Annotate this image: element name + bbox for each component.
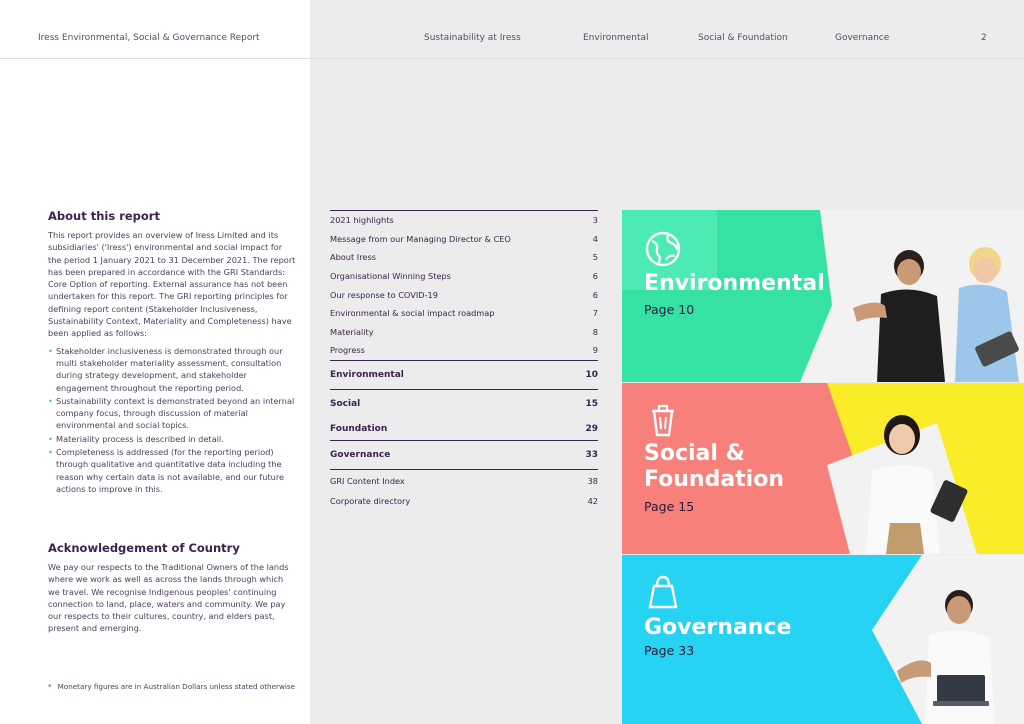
nav-sustainability[interactable]: Sustainability at Iress — [424, 33, 521, 43]
toc-label: Environmental & social impact roadmap — [330, 308, 495, 319]
toc-page: 38 — [587, 475, 598, 486]
toc-label: Environmental — [330, 369, 404, 380]
toc-page: 42 — [587, 496, 598, 507]
toc-page: 7 — [592, 308, 598, 319]
about-section — [48, 209, 298, 496]
toc-row[interactable] — [330, 323, 598, 342]
toc-row[interactable] — [330, 469, 598, 492]
page-number: 2 — [981, 33, 987, 43]
toc-row[interactable] — [330, 267, 598, 286]
toc-page: 10 — [585, 369, 598, 380]
toc-page: 6 — [592, 289, 598, 300]
social-title-line2: Foundation — [644, 467, 785, 492]
report-title: Iress Environmental, Social & Governance Report — [38, 33, 260, 43]
governance-page: Page 33 — [644, 643, 695, 658]
toc-page: 33 — [585, 449, 598, 460]
about-heading: About this report — [48, 209, 160, 223]
toc-row[interactable] — [330, 304, 598, 323]
nav-governance[interactable]: Governance — [835, 33, 890, 43]
toc-row-governance[interactable] — [330, 440, 598, 469]
toc-label: Governance — [330, 449, 391, 460]
bullet-item: • Materiality process is described in detail. — [48, 433, 298, 445]
governance-title: Governance — [644, 615, 792, 640]
toc-row[interactable] — [330, 341, 598, 360]
shopping-bag-icon — [644, 573, 682, 611]
toc-label: Materiality — [330, 326, 374, 337]
toc-row[interactable] — [330, 211, 598, 230]
governance-card[interactable] — [622, 555, 1024, 724]
acknowledgement-paragraph: We pay our respects to the Traditional Owners of the lands where we work as well as across the lands through which we travel. We recognise Indigenous peoples' continuing connection to land, place, waters and community. We pay our respects to their cultures, country, and elders past, present and emerging. — [48, 562, 289, 634]
toc-page: 15 — [585, 398, 598, 409]
header-divider — [0, 58, 1024, 59]
globe-icon — [644, 230, 682, 268]
toc-label: 2021 highlights — [330, 215, 394, 226]
toc-row[interactable] — [330, 230, 598, 249]
environmental-card[interactable] — [622, 210, 1024, 382]
nav-environmental[interactable]: Environmental — [583, 33, 649, 43]
environmental-title: Environmental — [644, 271, 825, 296]
bullet-item: • Completeness is addressed (for the reporting period) through qualitative and quantitative data including the reason why certain data is not available, and our future actions to improve in this. — [48, 446, 298, 495]
toc-label: Progress — [330, 345, 365, 356]
bullet-item: • Sustainability context is demonstrated beyond an internal company focus, through discussion of material environmental and social topics. — [48, 395, 298, 432]
people-photo — [847, 246, 1022, 382]
toc-label: Our response to COVID-19 — [330, 289, 438, 300]
toc-page: 6 — [592, 271, 598, 282]
toc-label: Foundation — [330, 423, 388, 434]
table-of-contents — [330, 210, 598, 510]
toc-page: 29 — [585, 423, 598, 434]
toc-row-social[interactable] — [330, 389, 598, 418]
toc-row[interactable] — [330, 492, 598, 511]
bullet-item: • Stakeholder inclusiveness is demonstrated through our multi stakeholder materiality assessment, consultation during strategy development, and stakeholder engagement throughout the reporting period. — [48, 345, 298, 394]
environmental-page: Page 10 — [644, 302, 695, 317]
recycle-bin-icon — [644, 401, 682, 439]
toc-page: 3 — [592, 215, 598, 226]
footnote-text: Monetary figures are in Australian Dollars unless stated otherwise — [57, 682, 296, 691]
social-foundation-card[interactable] — [622, 383, 1024, 554]
social-title-line1: Social & — [644, 441, 745, 466]
footnote — [48, 682, 295, 691]
toc-page: 8 — [592, 326, 598, 337]
acknowledgement-section — [48, 541, 293, 635]
toc-label: Corporate directory — [330, 496, 411, 507]
person-photo — [877, 585, 1022, 724]
toc-page: 9 — [592, 345, 598, 356]
toc-page: 5 — [592, 252, 598, 263]
about-paragraph: This report provides an overview of Iress Limited and its subsidiaries' ('Iress') environmental and social impact for the period 1 January 2021 to 31 December 2021. The report has been prepared in accordance with the GRI Standards: Core Option of reporting. External assurance has not been undertaken for this report. The GRI reporting principles for defining report content (Stakeholder Inclusiveness, Sustainability Context, Materiality and Completeness) have been applied as follows: — [48, 230, 296, 339]
acknowledgement-heading: Acknowledgement of Country — [48, 541, 240, 555]
toc-label: Organisational Winning Steps — [330, 271, 451, 282]
social-page: Page 15 — [644, 499, 695, 514]
toc-row-environmental[interactable] — [330, 360, 598, 389]
footnote-marker: * — [48, 682, 52, 691]
person-photo — [850, 413, 990, 554]
toc-label: GRI Content Index — [330, 475, 405, 486]
toc-page: 4 — [592, 233, 598, 244]
nav-social-foundation[interactable]: Social & Foundation — [698, 33, 788, 43]
toc-row[interactable] — [330, 285, 598, 304]
about-bullets — [48, 345, 298, 496]
toc-label: About Iress — [330, 252, 376, 263]
toc-row-foundation[interactable] — [330, 418, 598, 440]
toc-row[interactable] — [330, 248, 598, 267]
toc-label: Message from our Managing Director & CEO — [330, 233, 511, 244]
toc-label: Social — [330, 398, 361, 409]
